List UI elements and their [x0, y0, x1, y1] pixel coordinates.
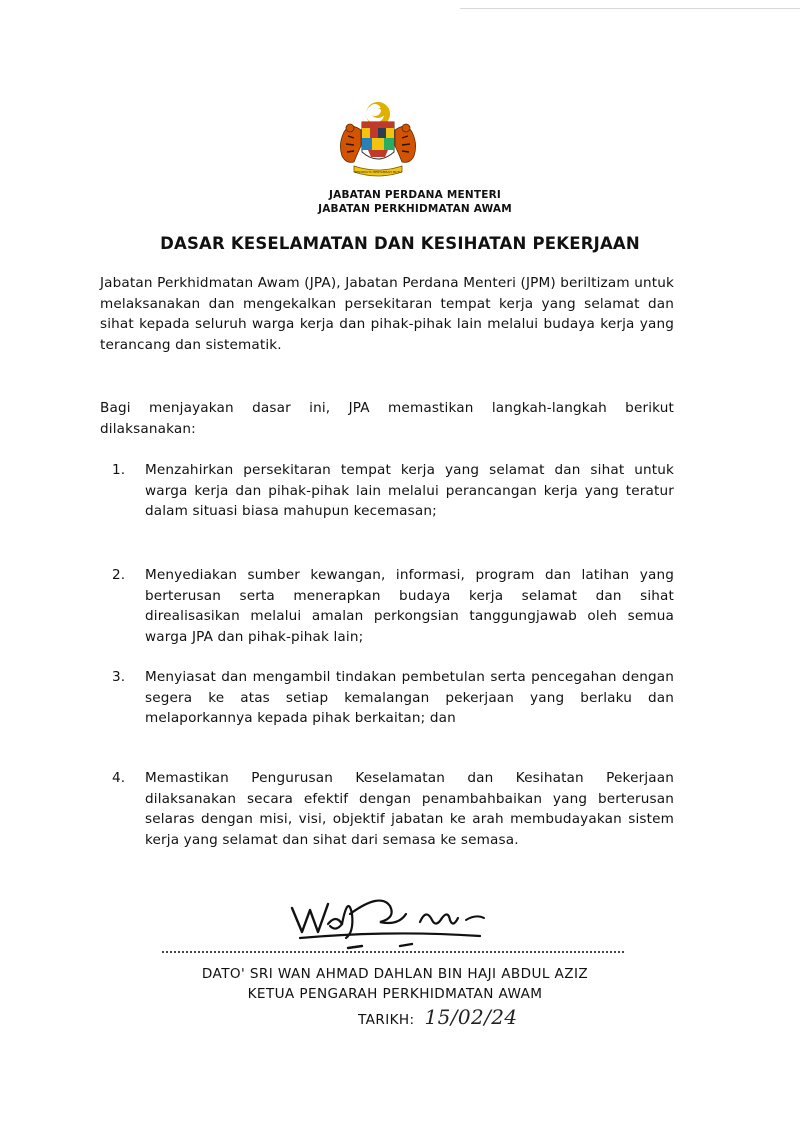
coat-of-arms-icon — [328, 100, 428, 180]
signature-icon — [270, 880, 510, 960]
signatory-position: KETUA PENGARAH PERKHIDMATAN AWAM — [247, 986, 543, 1002]
list-item-number: 2. — [112, 567, 126, 583]
list-item-number: 3. — [112, 669, 126, 685]
intro-paragraph: Jabatan Perkhidmatan Awam (JPA), Jabatan Perdana Menteri (JPM) beriltizam untuk melaksanakan dan mengekalkan persekitaran tempat kerja yang selamat dan sihat kepada seluruh warga kerja dan pihak-pihak lain melalui budaya kerja yang terancang dan sistematik. — [100, 275, 674, 353]
crest-motto: BERSEKUTU BERTAMBAH MUTU — [354, 170, 402, 174]
document-title: DASAR KESELAMATAN DAN KESIHATAN PEKERJAAN — [160, 234, 640, 253]
list-item-number: 4. — [112, 770, 126, 786]
signature-line — [162, 951, 624, 953]
page-edge — [460, 0, 800, 9]
list-item-text: Memastikan Pengurusan Keselamatan dan Kesihatan Pekerjaan dilaksanakan secara efektif dengan penambahbaikan yang berterusan selaras dengan misi, visi, objektif jabatan ke arah membudayakan sistem kerja yang selamat dan sihat dari semasa ke semasa. — [145, 770, 674, 848]
lead-paragraph: Bagi menjayakan dasar ini, JPA memastikan langkah-langkah berikut dilaksanakan: — [100, 400, 674, 437]
agency-line-1: JABATAN PERDANA MENTERI — [329, 189, 501, 201]
list-item-number: 1. — [112, 462, 126, 478]
list-item-text: Menzahirkan persekitaran tempat kerja yang selamat dan sihat untuk warga kerja dan pihak-pihak lain melalui perancangan kerja yang teratur dalam situasi biasa mahupun kecemasan; — [145, 462, 674, 519]
date-label: TARIKH: — [358, 1012, 415, 1028]
date-value: 15/02/24 — [424, 1005, 518, 1029]
agency-line-2: JABATAN PERKHIDMATAN AWAM — [318, 203, 512, 215]
list-item-text: Menyiasat dan mengambil tindakan pembetulan serta pencegahan dengan segera ke atas setiap kemalangan pekerjaan yang berlaku dan melaporkannya kepada pihak berkaitan; dan — [145, 669, 674, 726]
list-item-text: Menyediakan sumber kewangan, informasi, program dan latihan yang berterusan serta menerapkan budaya kerja selamat dan sihat direalisasikan melalui amalan perkongsian tanggungjawab oleh semua warga JPA dan pihak-pihak lain; — [145, 567, 674, 645]
date-row — [358, 1005, 518, 1029]
agency-header — [0, 188, 800, 216]
signatory-name: DATO' SRI WAN AHMAD DAHLAN BIN HAJI ABDUL AZIZ — [201, 966, 589, 982]
